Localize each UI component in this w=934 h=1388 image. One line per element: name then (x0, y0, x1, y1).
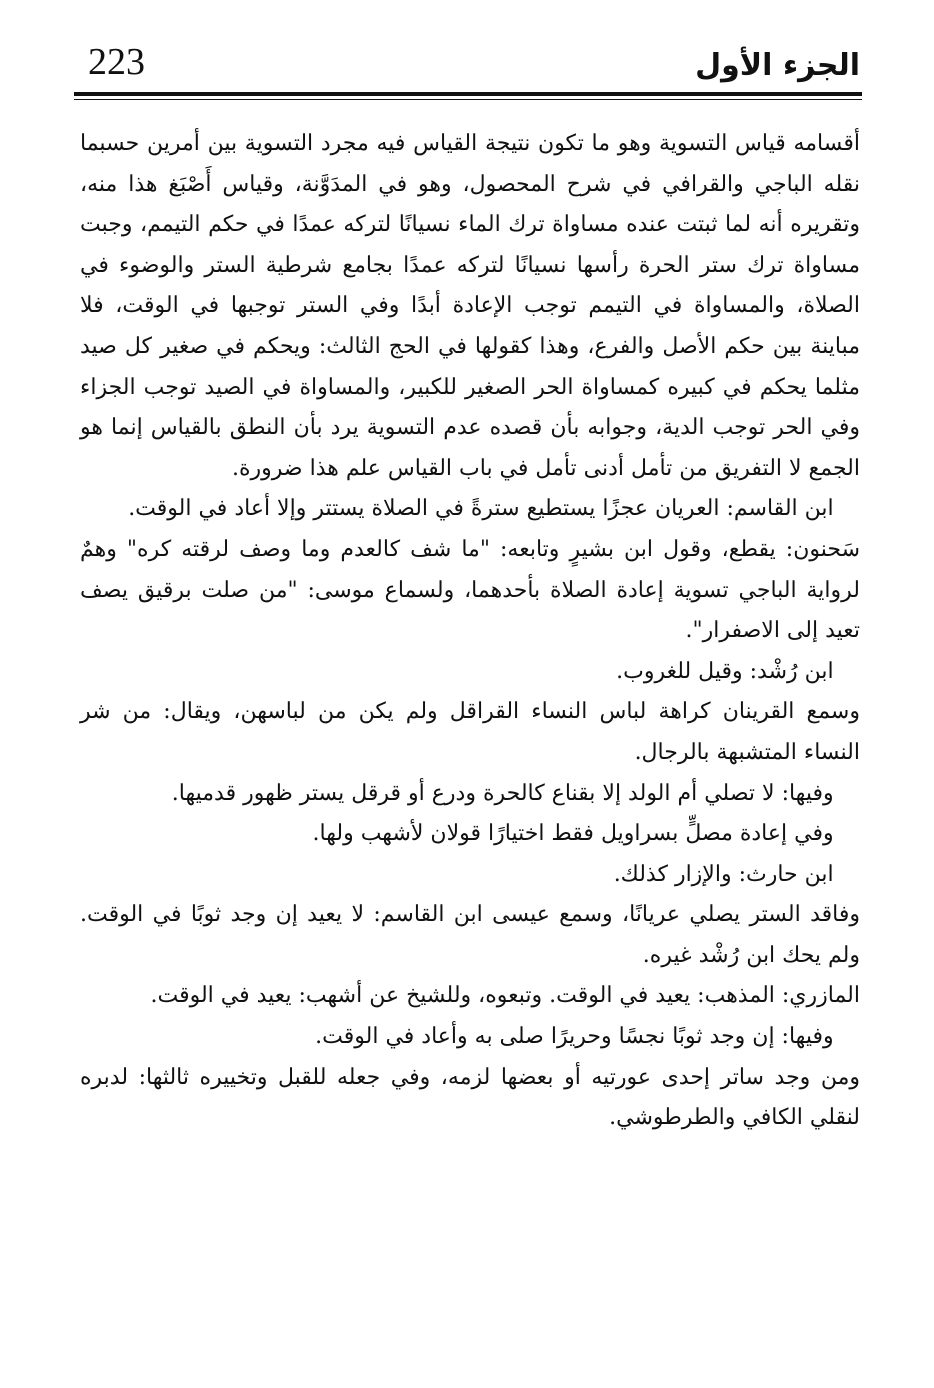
paragraph: وفاقد الستر يصلي عريانًا، وسمع عيسى ابن القاسم: لا يعيد إن وجد ثوبًا في الوقت. ولم يحك ابن رُشْد غيره. (80, 902, 860, 968)
paragraph: ابن القاسم: العريان عجزًا يستطيع سترةً في الصلاة يستتر وإلا أعاد في الوقت. (128, 496, 834, 522)
paragraph: وسمع القرينان كراهة لباس النساء القراقل ولم يكن من لباسهن، ويقال: من شر النساء المتشبهة بالرجال. (80, 699, 860, 765)
paragraph: ومن وجد ساتر إحدى عورتيه أو بعضها لزمه، وفي جعله للقبل وتخييره ثالثها: لدبره لنقلي الكافي والطرطوشي. (80, 1064, 860, 1131)
running-title: الجزء الأول (695, 48, 860, 83)
page-number: 223 (88, 41, 145, 83)
paragraph: ابن رُشْد: وقيل للغروب. (616, 658, 834, 684)
paragraph: وفيها: إن وجد ثوبًا نجسًا وحريرًا صلى به وأعاد في الوقت. (315, 1024, 834, 1050)
paragraph: أقسامه قياس التسوية وهو ما تكون نتيجة القياس فيه مجرد التسوية بين أمرين حسبما نقله الباجي والقرافي في شرح المحصول، وهو في المدَوَّنة، وقياس أَصْبَغ هذا منه، وتقريره أنه لما ثبتت عنده مساواة ترك الماء نسيانًا لتركه عمدًا في حكم التيمم، وجبت مساواة ترك ستر الحرة رأسها نسيانًا لتركه عمدًا بجامع شرطية الستر والوضوء في الصلاة، والمساواة في التيمم توجب الإعادة أبدًا وفي الستر توجبها في الوقت، فلا مباينة بين حكم الأصل والفرع، وهذا كقولها في الحج الثالث: ويحكم في صغير كل صيد مثلما يحكم في كبيره كمساواة الحر الصغير للكبير، والمساواة في الصيد توجب الجزاء وفي الحر توجب الدية، وجوابه بأن قصده عدم التسوية يرد بأن النطق بالقياس إنما هو الجمع لا التفريق من تأمل أدنى تأمل في باب القياس علم هذا ضرورة. (80, 131, 860, 481)
page-body (80, 124, 860, 1139)
paragraph: وفيها: لا تصلي أم الولد إلا بقناع كالحرة ودرع أو قرقل يستر ظهور قدميها. (171, 780, 834, 806)
header-rule (74, 92, 862, 96)
paragraph: وفي إعادة مصلٍّ بسراويل فقط اختيارًا قولان لأشهب ولها. (312, 821, 834, 847)
header-rule-thin (74, 99, 862, 100)
paragraph: المازري: المذهب: يعيد في الوقت. وتبعوه، وللشيخ عن أشهب: يعيد في الوقت. (150, 983, 860, 1009)
paragraph: سَحنون: يقطع، وقول ابن بشيرٍ وتابعه: "ما شف كالعدم وما وصف لرقته كره" وهمٌ لرواية الباجي تسوية إعادة الصلاة بأحدهما، ولسماع موسى: "من صلت برقيق يصف تعيد إلى الاصفرار". (80, 536, 860, 644)
paragraph: ابن حارث: والإزار كذلك. (613, 861, 834, 887)
